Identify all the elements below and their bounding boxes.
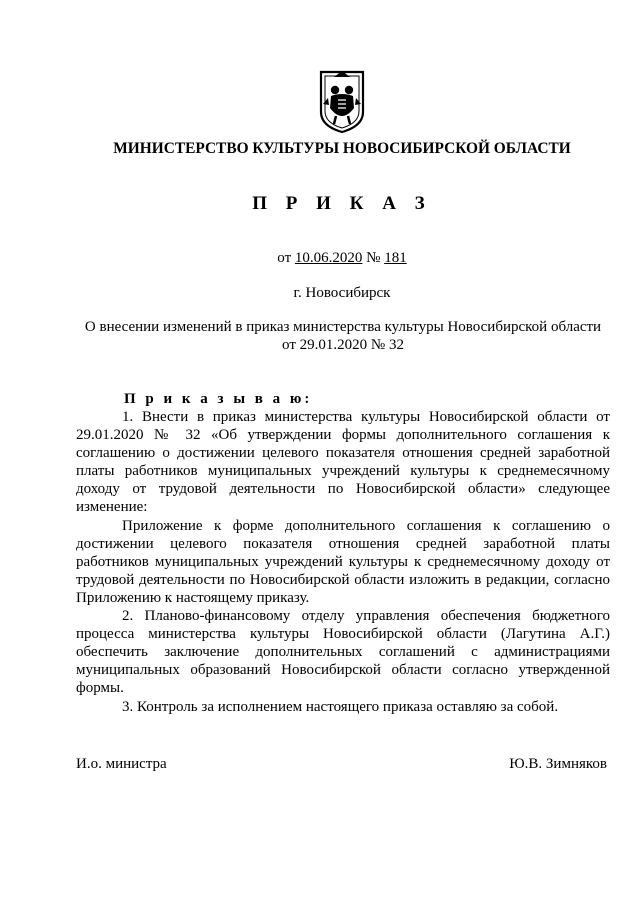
order-body: [76, 408, 610, 716]
paragraph-2: Приложение к форме дополнительного соглашения к соглашению о достижении целевого показателя отношения средней заработной платы работников муниципальных учреждений культуры к среднемесячному доходу от трудовой деятельности по Новосибирской области изложить в редакции, согласно Приложению к настоящему приказу.: [76, 517, 610, 606]
document-type-title: П Р И К А З: [252, 193, 432, 214]
subject-line-1: О внесении изменений в приказ министерства культуры Новосибирской области: [84, 319, 602, 335]
ministry-name: МИНИСТЕРСТВО КУЛЬТУРЫ НОВОСИБИРСКОЙ ОБЛАСТИ: [113, 140, 571, 157]
paragraph-3: 2. Планово-финансовому отделу управления обеспечения бюджетного процесса министерства культуры Новосибирской области (Лагутина А.Г.) обеспечить заключение дополнительных соглашений с администрациями муниципальных образований Новосибирской области согласно утвержденной формы.: [76, 608, 610, 697]
city: г. Новосибирск: [293, 285, 391, 301]
decree-word: П р и к а з ы в а ю:: [124, 391, 313, 407]
paragraph-1: 1. Внести в приказ министерства культуры Новосибирской области от 29.01.2020 № 32 «Об утверждении формы дополнительного соглашения к соглашению о достижении целевого показателя отношения средней заработной платы работников муниципальных учреждений культуры к среднемесячному доходу от трудовой деятельности по Новосибирской области» следующее изменение:: [76, 409, 610, 516]
signatory-name: Ю.В. Зимняков: [509, 756, 607, 772]
order-date: 10.06.2020: [294, 250, 363, 266]
date-prefix: от: [277, 250, 292, 266]
signatory-role: И.о. министра: [76, 756, 167, 772]
subject-line-2: от 29.01.2020 № 32: [282, 337, 404, 353]
coat-of-arms-icon: [318, 68, 366, 134]
order-number: 181: [384, 250, 407, 266]
order-date-number: [0, 250, 640, 267]
number-sign: №: [366, 250, 381, 266]
order-subject: [78, 318, 608, 354]
paragraph-4: 3. Контроль за исполнением настоящего приказа оставляю за собой.: [122, 698, 559, 715]
